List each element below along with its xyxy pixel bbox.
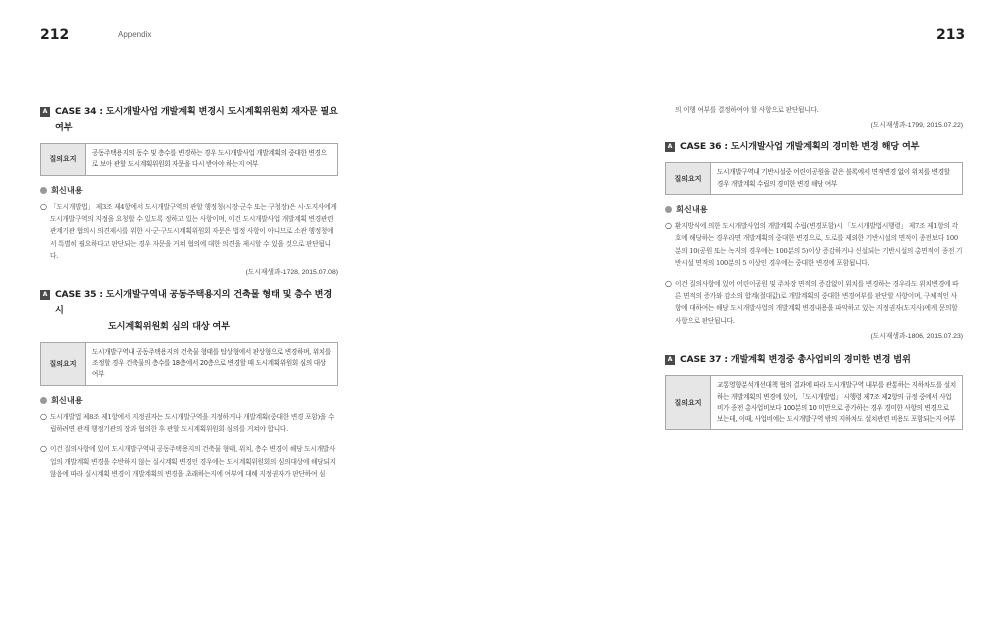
continuation-paragraph	[665, 104, 963, 116]
bullet-dot-icon	[40, 397, 47, 404]
running-head: Appendix	[118, 30, 152, 39]
question-label: 질의요지	[41, 144, 86, 175]
case36-answer-paragraph-1	[665, 220, 963, 270]
case34-answer-text: 「도시개발법」 제3조 제4항에서 도시개발구역의 관할 행정청(시장·군수 또는 구청장)은 시·도지사에게 도시개발구역의 지정을 요청할 수 있도록 정하고 있는 사항이며, 이건 도시개발사업 개발계획 변경관련 관계기관 협의시 의견제시를 위한 시·군·구도시계획위원회 자문은 법정 사항이 아니므로 소관 행정청에서 특별히 필요하다고 판단되는 경우 자문을 거쳐 협의에 대한 의견을 제시할 수 있을 것으로 판단됩니다.	[50, 202, 337, 261]
answer-label: 회신내용	[51, 394, 83, 405]
case35-answer-paragraph-2	[40, 443, 338, 480]
case36-answer-heading	[665, 204, 963, 215]
question-label: 질의요지	[666, 163, 711, 194]
case-marker-icon: A	[665, 355, 675, 365]
case35-citation: (도시재생과-1799, 2015.07.22)	[870, 122, 963, 130]
right-column	[665, 104, 963, 430]
case35-question-box	[40, 342, 338, 386]
case35-question-text: 도시개발구역내 공동주택용지의 건축물 형태를 탑상형에서 판상형으로 변경하며, 위치를 조정할 경우 건축물의 층수를 18층에서 20층으로 변경할 때 도시계획위원회 심의 대상 여부	[92, 347, 331, 379]
case36-answer-text-2: 이건 질의사항에 있어 어린이공원 및 주차장 면적의 증감없이 위치를 변경하는 경우라도 위치변경에 따른 면적의 증가와 감소의 합계(절대값)로 개발계획의 중대한 변경여부를 판단할 사항이며, 구체적인 사항에 대하여는 해당 도시개발사업의 개발계획 변경내용을 파악하고 있는 지정권자(도지사)에게 문의할 사항으로 판단됩니다.	[675, 279, 959, 325]
case36-answer-paragraph-2	[665, 278, 963, 328]
case34-title-text: CASE 34 : 도시개발사업 개발계획 변경시 도시계획위원회 재자문 필요 여부	[55, 106, 338, 133]
case37-question-text: 교통영향분석개선대책 협의 결과에 따라 도시개발구역 내부를 관통하는 지하차도를 설치하는 개발계획의 변경에 있어, 「도시개발법」 시행령 제7조 제2항의 규정 중에서 사업비가 종전 총사업비보다 100분의 10 미만으로 증가하는 경우 경미한 사항의 변경으로 보는데, 이때, 사업비에는 도시개발구역 밖의 지하차도 설치관련 비용도 포함되는지 여부	[717, 381, 956, 424]
continuation-text: 의 이행 여부를 결정하여야 할 사항으로 판단됩니다.	[675, 106, 819, 114]
case35-answer-text-2: 이건 질의사항에 있어 도시개발구역내 공동주택용지의 건축물 형태, 위치, 층수 변경이 해당 도시개발사업의 개발계획 변경을 수반하지 않는 실시계획 변경인 경우에는 도시계획위원회의 심의대상에 해당되지 않음에 따라 실시계획 변경이 개발계획의 변경을 초래하는지에 여부에 대해 지정권자가 판단하여 심	[50, 445, 336, 479]
case37-title	[665, 352, 963, 368]
case36-question-text: 도시개발구역내 기반시설중 어린이공원을 같은 블록에서 면적변경 없이 위치를 변경할 경우 개발계획 수립의 경미한 변경 해당 여부	[717, 168, 950, 188]
case34-question-text: 공동주택용지의 동수 및 층수를 변경하는 경우 도시개발사업 개발계획의 중대한 변경으로 보아 관할 도시계획위원회 자문을 다시 받아야 하는지 여부	[92, 149, 327, 169]
case-marker-icon: A	[665, 142, 675, 152]
answer-label: 회신내용	[676, 204, 708, 214]
case36-title	[665, 139, 963, 155]
bullet-dot-icon	[40, 187, 47, 194]
case-marker-icon: A	[40, 290, 50, 300]
case35-title	[40, 287, 338, 335]
case35-answer-heading	[40, 395, 338, 406]
bullet-dot-icon	[665, 206, 672, 213]
case34-question-box	[40, 143, 338, 176]
answer-label: 회신내용	[51, 184, 83, 195]
case35-answer-paragraph-1	[40, 411, 338, 436]
circle-bullet-icon: ○	[665, 221, 672, 230]
circle-bullet-icon: ○	[665, 278, 672, 288]
case36-title-text: CASE 36 : 도시개발사업 개발계획의 경미한 변경 해당 여부	[680, 141, 920, 153]
case35-answer-text-1: 도시개발법 제8조 제1항에서 지정권자는 도시개발구역을 지정하거나 개발계획(중대한 변경 포함)을 수립하려면 관계 행정기관의 장과 협의한 후 관할 도시계획위원회 심의를 거쳐야 합니다.	[50, 412, 335, 433]
left-column	[40, 104, 338, 481]
question-label: 질의요지	[666, 376, 711, 429]
case36-citation: (도시재생과-1806, 2015.07.23)	[870, 333, 963, 341]
case34-answer-heading	[40, 185, 338, 196]
case37-title-text: CASE 37 : 개발계획 변경중 총사업비의 경미한 변경 범위	[680, 354, 911, 366]
question-label: 질의요지	[41, 343, 86, 385]
case-marker-icon: A	[40, 107, 50, 117]
circle-bullet-icon: ○	[40, 411, 47, 421]
circle-bullet-icon: ○	[40, 201, 47, 211]
case36-answer-text-1: 환지방식에 의한 도시개발사업의 개발계획 수립(변경포함)시 「도시개발법시행령」 제7조 제1항의 각호에 해당하는 경우라면 개발계획의 중대한 변경으로, 도로를 제외한 기반시설의 면적이 종전보다 100분의 10(공원 또는 녹지의 경우에는 100분의 5)이상 증감하거나 신설되는 기반시설의 총면적이 종전 기반시설 면적의 100분의 5 이상인 경우에는 중대한 변경에 포함됩니다.	[675, 222, 963, 268]
case34-answer-paragraph	[40, 201, 338, 263]
case34-title	[40, 104, 338, 136]
circle-bullet-icon: ○	[40, 444, 47, 454]
case37-question-box	[665, 375, 963, 430]
left-page-number: 212	[40, 27, 70, 43]
case35-title-line2: 도시계획위원회 심의 대상 여부	[108, 320, 230, 332]
case36-question-box	[665, 162, 963, 195]
case35-title-line1: CASE 35 : 도시개발구역내 공동주택용지의 건축물 형태 및 층수 변경시	[55, 288, 332, 316]
right-page-number: 213	[936, 27, 966, 43]
case34-citation: (도시재생과-1728, 2015.07.08)	[245, 268, 338, 276]
